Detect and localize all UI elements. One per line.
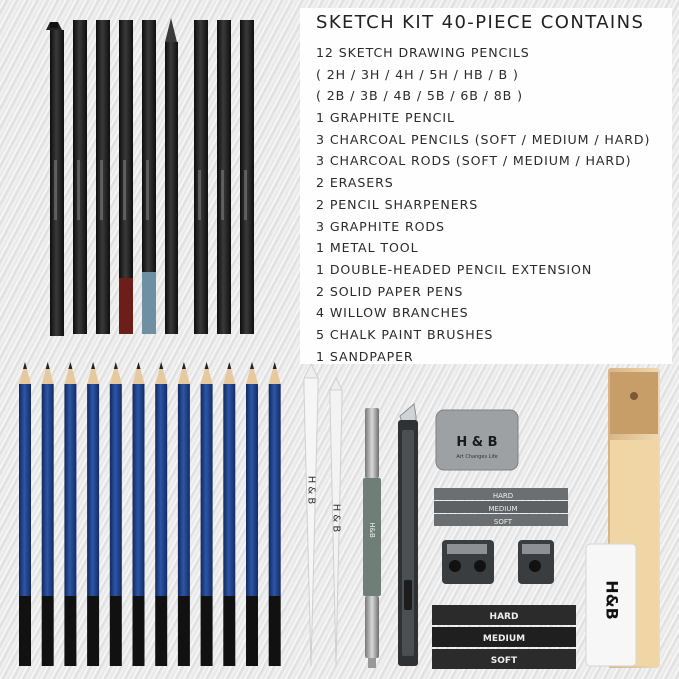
svg-text:H&B: H&B <box>602 580 622 620</box>
pencil-sharpener <box>442 540 494 584</box>
charcoal-pencil <box>217 20 231 334</box>
blue-pencil <box>87 362 99 666</box>
kit-item: ( 2B / 3B / 4B / 5B / 6B / 8B ) <box>316 88 523 104</box>
charcoal-pencil-row <box>46 18 254 336</box>
blue-pencil <box>42 362 54 666</box>
blue-pencil <box>178 362 190 666</box>
white-eraser <box>586 544 636 666</box>
svg-text:Art Changes Life: Art Changes Life <box>456 454 498 460</box>
pencil-extension <box>363 408 381 668</box>
kit-item: ( 2H / 3H / 4H / 5H / HB / B ) <box>316 66 519 82</box>
kit-item: 1 METAL TOOL <box>316 240 419 256</box>
charcoal-pencil <box>119 20 133 334</box>
charcoal-pencil <box>96 20 110 334</box>
kit-item: 1 DOUBLE-HEADED PENCIL EXTENSION <box>316 261 593 277</box>
kit-contents-list <box>316 42 650 367</box>
svg-text:SOFT: SOFT <box>490 656 518 666</box>
blue-pencil <box>201 362 213 666</box>
pencil-sharpener <box>518 540 554 584</box>
grey-eraser <box>436 410 518 470</box>
blue-pencil <box>246 362 258 666</box>
charcoal-pencil <box>46 22 64 336</box>
svg-text:HARD: HARD <box>492 492 514 500</box>
kit-item: 5 CHALK PAINT BRUSHES <box>316 326 494 342</box>
kit-item: 2 SOLID PAPER PENS <box>316 283 464 299</box>
blue-pencil <box>133 362 145 666</box>
blue-sketch-pencils <box>19 362 281 666</box>
kit-item: 3 CHARCOAL PENCILS (SOFT / MEDIUM / HARD) <box>316 131 651 147</box>
kit-item: 3 CHARCOAL RODS (SOFT / MEDIUM / HARD) <box>316 153 632 169</box>
svg-text:MEDIUM: MEDIUM <box>488 505 518 513</box>
kit-title: SKETCH KIT 40-PIECE CONTAINS <box>316 12 645 33</box>
blue-pencil <box>110 362 122 666</box>
svg-text:H & B: H & B <box>456 435 498 450</box>
kit-item: 12 SKETCH DRAWING PENCILS <box>316 45 530 60</box>
kit-item: 2 PENCIL SHARPENERS <box>316 196 479 212</box>
kit-item: 4 WILLOW BRANCHES <box>316 305 469 321</box>
charcoal-pencil <box>194 20 208 334</box>
kit-item: 1 SANDPAPER <box>316 348 414 364</box>
blue-pencil <box>269 362 281 666</box>
svg-text:MEDIUM: MEDIUM <box>482 634 526 644</box>
charcoal-pencil <box>240 20 254 334</box>
blue-pencil <box>19 362 31 666</box>
kit-item: 3 GRAPHITE RODS <box>316 218 445 234</box>
blue-pencil <box>155 362 167 666</box>
graphite-pencil <box>165 18 178 334</box>
svg-text:H & B: H & B <box>330 503 342 533</box>
kit-item: 2 ERASERS <box>316 175 394 191</box>
paper-stump <box>330 378 342 666</box>
charcoal-rods <box>432 605 576 669</box>
svg-text:H&B: H&B <box>368 522 376 538</box>
svg-text:HARD: HARD <box>489 612 519 622</box>
paper-stump <box>304 364 318 666</box>
blue-pencil <box>223 362 235 666</box>
kit-item: 1 GRAPHITE PENCIL <box>316 110 455 126</box>
charcoal-pencil <box>73 20 87 334</box>
blue-pencil <box>64 362 76 666</box>
svg-text:H & B: H & B <box>305 475 317 505</box>
graphite-rods <box>434 488 568 526</box>
svg-text:SOFT: SOFT <box>493 518 513 526</box>
metal-tool <box>398 404 418 666</box>
charcoal-pencil <box>142 20 156 334</box>
